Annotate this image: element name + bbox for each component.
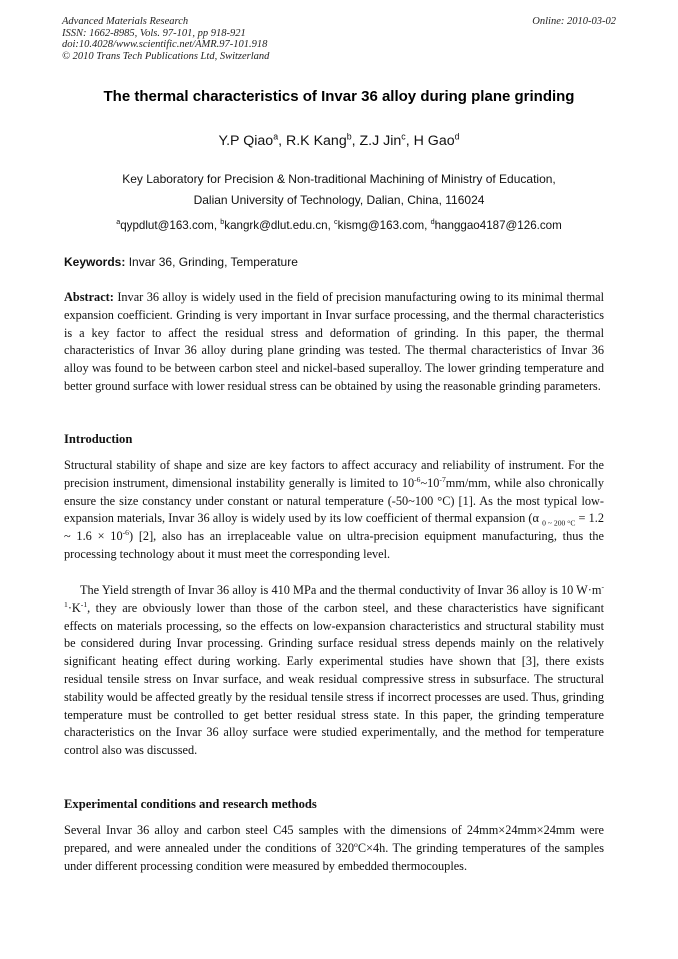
experimental-heading: Experimental conditions and research methods [64,797,317,811]
email-address: hanggao4187@126.com [434,219,562,232]
email-address: qypdlut@163.com [120,219,214,232]
abstract-paragraph [64,289,604,396]
online-date: Online: 2010-03-02 [532,16,616,27]
author-mark: b [346,131,352,142]
affiliation-line-2: Dalian University of Technology, Dalian, China, 116024 [193,193,485,207]
text-run: mm/mm, while also chronically ensure the size constancy under constant or natural temperature (-50~100 °C) [1]. As the most typical low-expansion materials, Invar 36 alloy is widely used by its low coefficient of thermal expansion (α [64,475,604,526]
keywords-label: Keywords: [64,255,126,269]
introduction-paragraph-1 [64,457,604,564]
text-run: ~10 [420,475,440,490]
abstract-label: Abstract: [64,290,114,304]
exponent: -6 [122,528,129,538]
text-run: The Yield strength of Invar 36 alloy is 410 MPa and the thermal conductivity of Invar 36 alloy is 10 W·m [80,583,602,597]
text-run: Structural stability of shape and size are key factors to affect accuracy and reliability of instrument. For the precision instrument, dimensional instability generally is limited to 10 [64,458,604,490]
exponent: -7 [439,474,446,484]
experimental-paragraph-1 [64,822,604,875]
text-run: ) [2], also has an irreplaceable value on ultra-precision equipment manufacturing, thus the processing technology about it must meet the corresponding level. [64,529,604,561]
introduction-heading: Introduction [64,432,133,446]
journal-name: Advanced Materials Research [62,16,189,27]
exponent: -1 [64,581,604,609]
author-mark: c [401,131,406,142]
abstract-text: Invar 36 alloy is widely used in the field of precision manufacturing owing to its minimal thermal expansion coefficient. Grinding is very important in Invar surface processing, and the thermal characteristics is a key factor to affect the residual stress and deformation of grinding. In this paper, the thermal characteristics of Invar 36 alloy during plane grinding was tested. The thermal characteristics of Invar 36 alloy was found to be between carbon steel and nickel-based superalloy. The lower grinding temperature and better ground surface with lower residual stress can be obtained by using the reasonable grinding parameters. [64,290,605,393]
subscript: 0 ~ 200 °C [542,518,576,528]
affiliation-line-1: Key Laboratory for Precision & Non-traditional Machining of Ministry of Education, [122,172,556,186]
paper-title: The thermal characteristics of Invar 36 alloy during plane grinding [103,88,575,105]
text-run: Several Invar 36 alloy and carbon steel C45 samples with the dimensions of 24mm×24mm×24mm were prepared, and were annealed under the conditions of 320 [64,823,604,855]
copyright-line: © 2010 Trans Tech Publications Ltd, Switzerland [62,50,270,62]
degree-mark: o [354,839,358,849]
email-list: $^a$qypdlut@163.com, $^b$kangrk@dlut.edu.cn, $^c$kismg@163.com, $^d$hanggao4187@126.com [116,217,562,232]
keywords [64,255,616,269]
email-address: kismg@163.com [337,219,425,232]
email-address: kangrk@dlut.edu.cn [224,219,328,232]
text-run: ·K [67,600,81,615]
author-name: R.K Kang [285,133,347,149]
introduction-paragraph-2 [64,582,604,760]
author-list: Y.P Qiao$^a$, R.K Kang$^b$, Z.J Jin$^c$, H Gao$^d$ [218,131,460,149]
author-name: Y.P Qiao [218,133,274,149]
exponent: -6 [414,474,421,484]
email-mark: b [220,217,225,227]
doi-line: doi:10.4028/www.scientific.net/AMR.97-101.918 [62,39,268,51]
email-mark: c [334,217,338,227]
email-mark: d [430,217,435,227]
exponent: -1 [80,599,88,609]
text-run: C×4h. The grinding temperatures of the samples under different processing condition were measured by embedded thermocouples. [64,840,604,873]
issn-line: ISSN: 1662-8985, Vols. 97-101, pp 918-921 [62,27,246,39]
author-name: Z.J Jin [359,133,402,149]
journal-header [62,16,616,62]
text-run: , they are obviously lower than those of the carbon steel, and these characteristics have significant effects on materials processing, so the effects on low-expansion characteristics and structural stability must be considered during Invar processing. Grinding surface residual stress depends mainly on the relatively significant heating effect during working. Early experimental studies have shown that [3], there exists residual tensile stress on Invar surface, and weak residual compressive stress in subsurface. The structural stability would be affected greatly by the residual tensile stress if incorrect processes are used. Thus, grinding temperature must be controlled to get better residual stress state. In this paper, the grinding temperature characteristics on the Invar 36 alloy surface were studied experimentally, and the method for temperature control also was discussed. [64,600,604,758]
email-mark: a [116,217,121,227]
author-mark: a [273,131,279,142]
author-mark: d [454,131,460,142]
keywords-text: Invar 36, Grinding, Temperature [128,255,298,269]
author-name: H Gao [413,133,455,149]
text-run: = 1.2 ~ 1.6 × 10 [64,511,604,544]
